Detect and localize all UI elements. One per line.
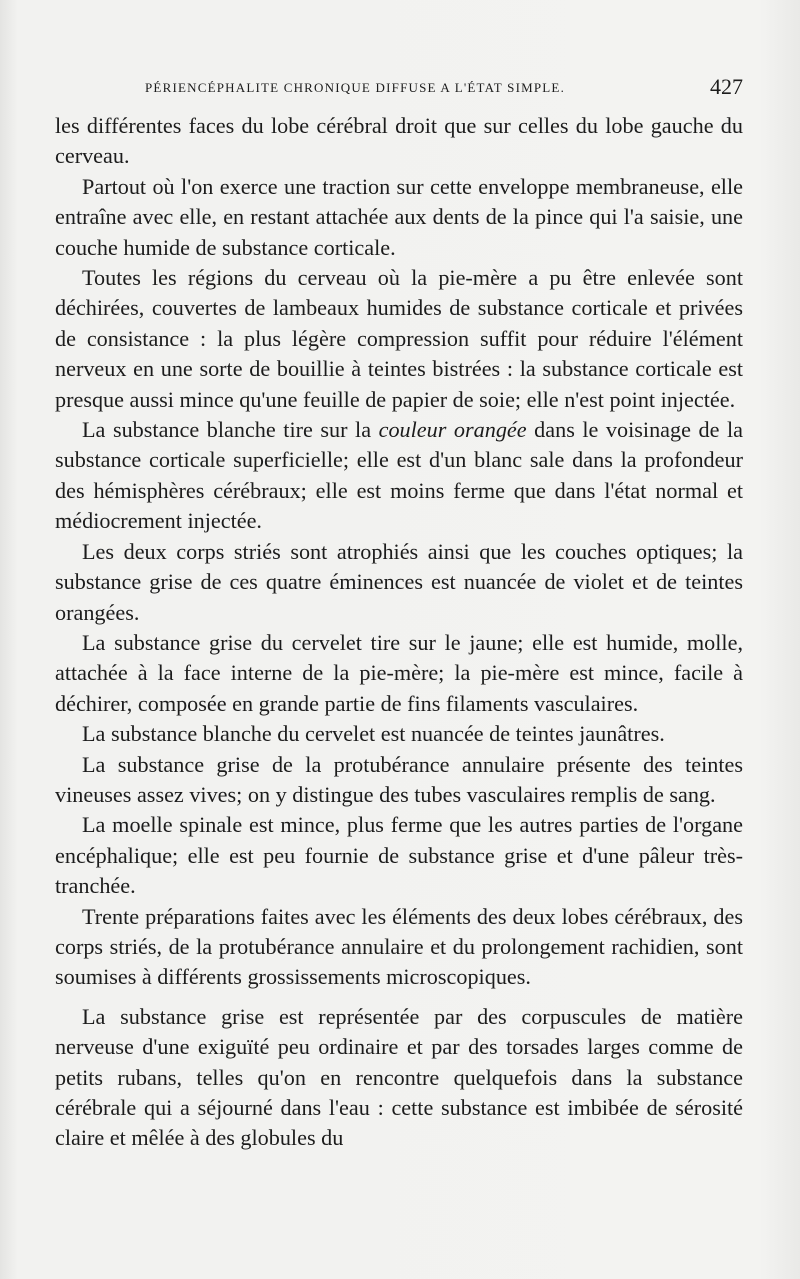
paragraph: La substance grise est représentée par des corpuscules de matière nerveuse d'une exiguïté peu ordinaire et par des torsades larges comme de petits rubans, telles qu'on en rencontre quelquefois dans la substance cérébrale qui a séjourné dans l'eau : cette substance est imbibée de sérosité claire et mêlée à des globules du — [55, 1003, 743, 1151]
running-title: PÉRIENCÉPHALITE CHRONIQUE DIFFUSE A L'ÉTAT SIMPLE. — [145, 80, 566, 95]
paragraph-text: dans le voisinage de la substance corticale superficielle; elle est d'un blanc sale dans la profondeur des hémisphères cérébraux; elle est moins ferme que dans l'état normal et médiocrement injectée. — [55, 417, 744, 534]
paragraph: Partout où l'on exerce une traction sur cette enveloppe membraneuse, elle entraîne avec elle, en restant attachée aux dents de la pince qui l'a saisie, une couche humide de substance corticale. — [55, 173, 743, 260]
paragraph: Les deux corps striés sont atrophiés ainsi que les couches optiques; la substance grise de ces quatre éminences est nuancée de violet et de teintes orangées. — [55, 538, 743, 625]
page-number: 427 — [710, 74, 743, 99]
paragraph: Trente préparations faites avec les éléments des deux lobes cérébraux, des corps striés, de la protubérance annulaire et du prolongement rachidien, sont soumises à différents grossissements microscopiques. — [55, 903, 743, 990]
paragraph: La moelle spinale est mince, plus ferme que les autres parties de l'organe encéphalique; elle est peu fournie de substance grise et d'une pâleur très-tranchée. — [55, 812, 743, 899]
running-header — [55, 74, 743, 102]
body-text — [55, 111, 743, 1154]
italic-term: couleur orangée — [378, 417, 527, 443]
paragraph: Toutes les régions du cerveau où la pie-mère a pu être enlevée sont déchirées, couvertes de lambeaux humides de substance corticale et privées de consistance : la plus légère compression suffit pour réduire l'élément nerveux en une sorte de bouillie à teintes bistrées : la substance corticale est presque aussi mince qu'une feuille de papier de soie; elle n'est point injectée. — [55, 265, 743, 412]
paragraph: La substance grise du cervelet tire sur le jaune; elle est humide, molle, attachée à la face interne de la pie-mère; la pie-mère est mince, facile à déchirer, composée en grande partie de fins filaments vasculaires. — [55, 629, 743, 716]
paragraph: La substance grise de la protubérance annulaire présente des teintes vineuses assez vives; on y distingue des tubes vasculaires remplis de sang. — [55, 751, 743, 807]
paragraph: La substance blanche du cervelet est nuancée de teintes jaunâtres. — [82, 721, 665, 747]
paragraph — [55, 415, 743, 537]
paragraph-text: La substance blanche tire sur la — [82, 417, 379, 443]
paragraph-continued: les différentes faces du lobe cérébral droit que sur celles du lobe gauche du cerveau. — [55, 113, 743, 169]
